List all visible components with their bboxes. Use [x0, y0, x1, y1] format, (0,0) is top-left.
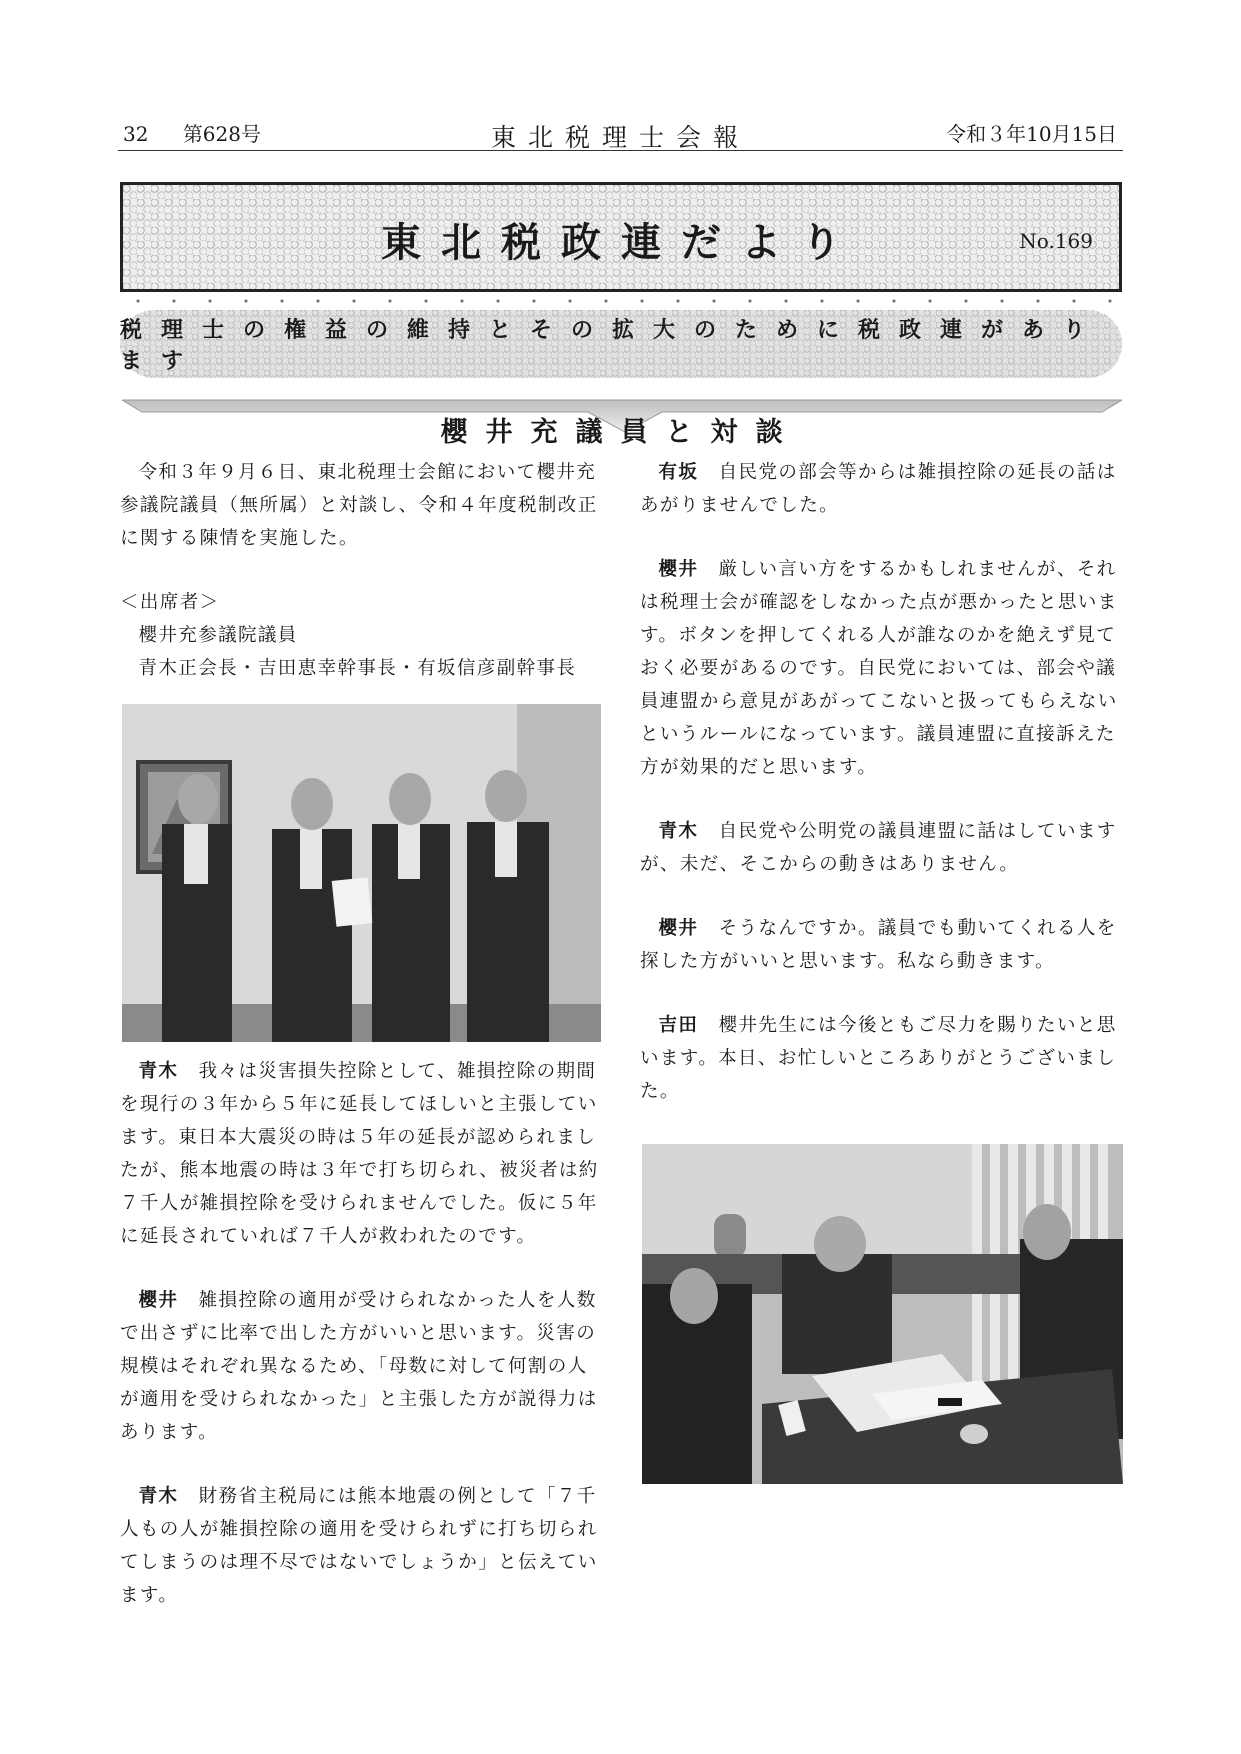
dialogue-text: 雑損控除の適用が受けられなかった人を人数で出さずに比率で出した方がいいと思います。災害の規模はそれぞれ異なるため、「母数に対して何割の人が適用を受けられなかった」と主張した方が説得力はあります。 — [120, 1290, 598, 1443]
dialogue-text: 自民党や公明党の議員連盟に話はしていますが、未だ、そこからの動きはありません。 — [640, 821, 1117, 875]
slogan-band: 税理士の権益の維持とその拡大のために税政連があります — [120, 310, 1122, 378]
speaker-name: 吉田 — [658, 1015, 699, 1036]
attendee-line: 青木正会長・吉田恵幸幹事長・有坂信彦副幹事長 — [138, 658, 577, 679]
issue-number: 第628号 — [182, 122, 261, 146]
speaker-name: 青木 — [658, 821, 699, 842]
dotted-divider — [120, 298, 1122, 304]
dialogue-text: 財務省主税局には熊本地震の例として「７千人もの人が雑損控除の適用を受けられずに打ち切られてしまうのは理不尽ではないでしょうか」と伝えています。 — [120, 1486, 598, 1606]
dialogue-text: 我々は災害損失控除として、雑損控除の期間を現行の３年から５年に延長してほしいと主張しています。東日本大震災の時は５年の延長が認められましたが、熊本地震の時は３年で打ち切られ、被災者は約７千人が雑損控除を受けられませんでした。仮に５年に延長されていれば７千人が救われたのです。 — [120, 1061, 599, 1247]
dialogue-entry — [640, 815, 1124, 881]
issue-date: 令和３年10月15日 — [946, 122, 1117, 146]
speaker-name: 櫻井 — [658, 918, 699, 939]
dialogue-entry — [640, 456, 1124, 522]
dialogue-text: そうなんですか。議員でも動いてくれる人を探した方がいいと思います。私なら動きます。 — [640, 918, 1117, 972]
attendee-line: 櫻井充参議院議員 — [138, 625, 298, 646]
attendees-label: ＜出席者＞ — [120, 592, 220, 613]
header-rule — [118, 150, 1123, 151]
dialogue-entry — [120, 1055, 600, 1253]
photo-meeting — [642, 1144, 1123, 1484]
speaker-name: 有坂 — [658, 462, 699, 483]
dialogue-right — [640, 456, 1124, 1108]
page-number: 32 — [123, 122, 149, 146]
photo-group-standing — [122, 704, 601, 1042]
dialogue-left — [120, 1055, 600, 1612]
title-banner — [120, 182, 1122, 292]
dialogue-entry — [640, 553, 1124, 784]
intro-paragraph: 令和３年９月６日、東北税理士会館において櫻井充参議院議員（無所属）と対談し、令和４年度税制改正に関する陳情を実施した。 — [120, 462, 598, 549]
dialogue-text: 櫻井先生には今後ともご尽力を賜りたいと思います。本日、お忙しいところありがとうございました。 — [640, 1015, 1117, 1102]
banner-title: 東北税政連だより — [381, 219, 861, 266]
intro-block — [120, 456, 600, 685]
publication-title: 東北税理士会報 — [490, 123, 750, 152]
speaker-name: 青木 — [138, 1486, 179, 1507]
section-title: 櫻井充議員と対談 — [440, 417, 801, 448]
dialogue-entry — [120, 1284, 600, 1449]
speaker-name: 櫻井 — [658, 559, 699, 580]
speaker-name: 青木 — [138, 1061, 179, 1082]
dialogue-entry — [640, 912, 1124, 978]
speaker-name: 櫻井 — [138, 1290, 179, 1311]
dialogue-text: 自民党の部会等からは雑損控除の延長の話はあがりませんでした。 — [640, 462, 1117, 516]
dialogue-entry — [640, 1009, 1124, 1108]
dialogue-entry — [120, 1480, 600, 1612]
dialogue-text: 厳しい言い方をするかもしれませんが、それは税理士会が確認をしなかった点が悪かったと思います。ボタンを押してくれる人が誰なのかを絶えず見ておく必要があるのです。自民党においては、部会や議員連盟から意見があがってこないと扱ってもらえないというルールになっています。議員連盟に直接訴えた方が効果的だと思います。 — [640, 559, 1118, 778]
banner-number: No.169 — [1019, 229, 1093, 253]
